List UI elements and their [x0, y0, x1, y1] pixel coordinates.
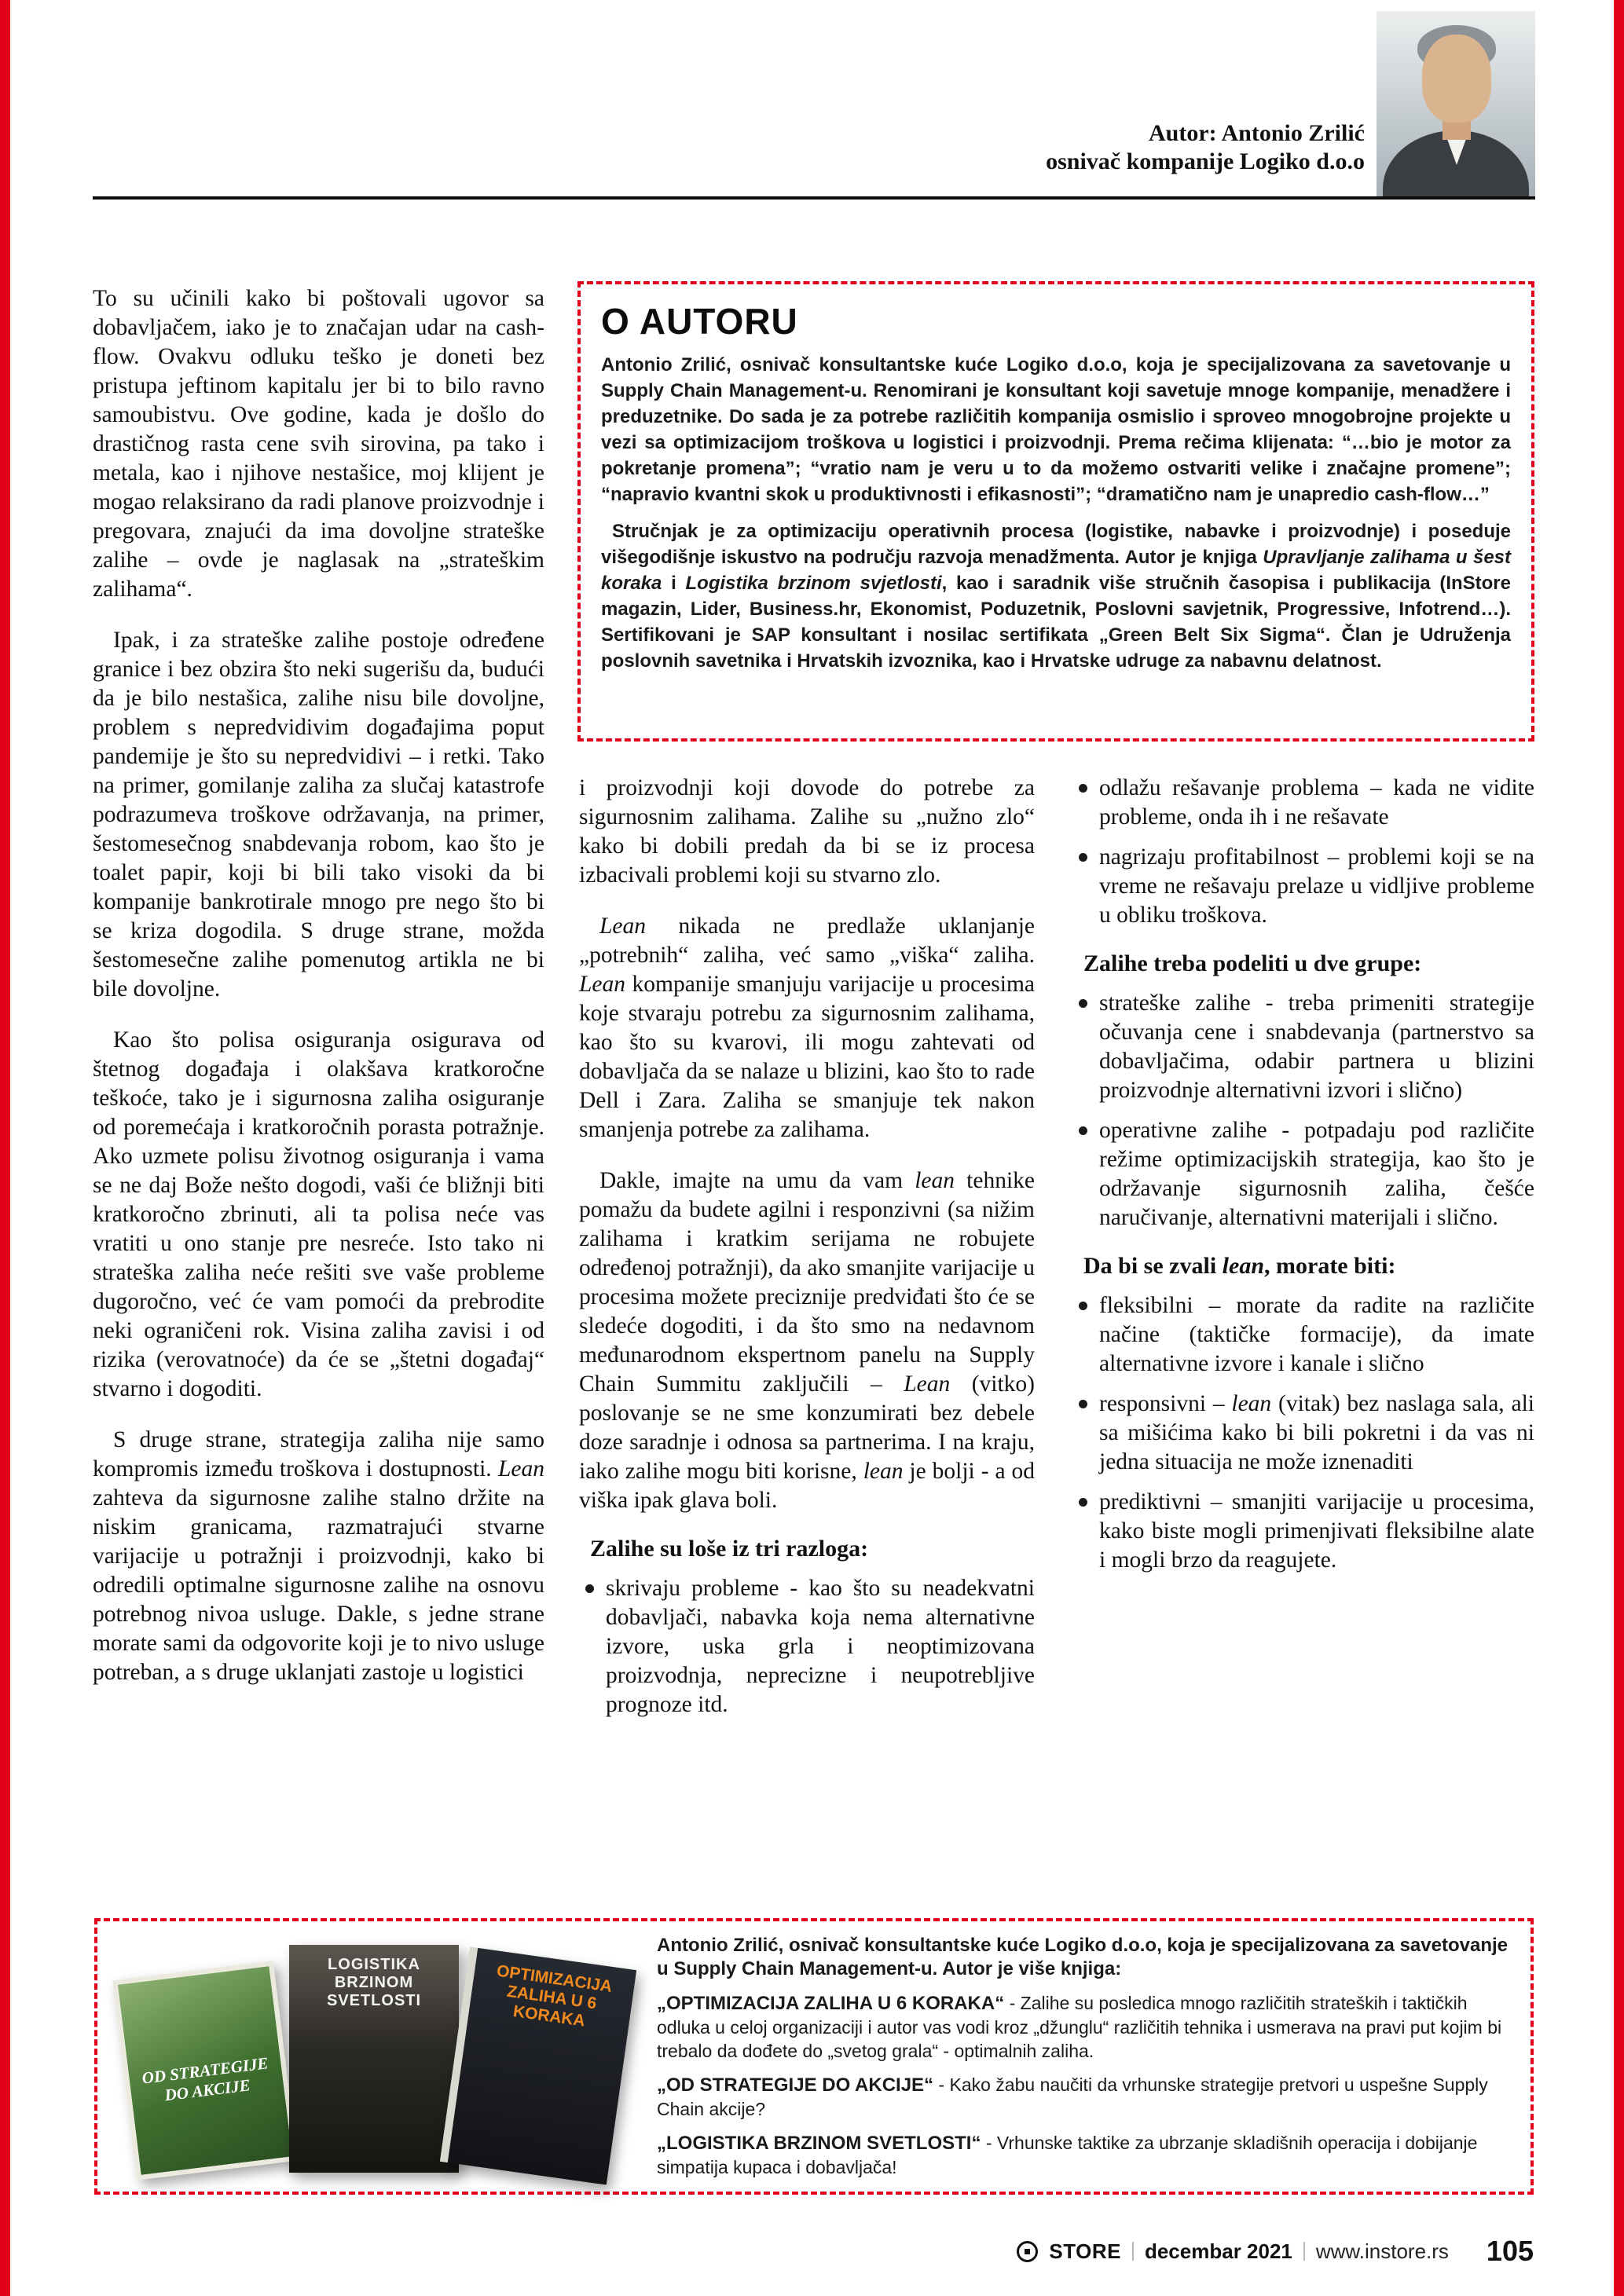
book-cover-title: OD STRATEGIJE DO AKCIJE: [141, 2053, 269, 2105]
article-column-right: [1072, 774, 1534, 1586]
books-intro: Antonio Zrilić, osnivač konsultantske kuće Logiko d.o.o, koja je specijalizovana za savetovanje u Supply Chain Management-u. Autor je više knjiga:: [657, 1935, 1508, 1979]
footer-website-link[interactable]: www.instore.rs: [1315, 2239, 1449, 2263]
paragraph: Lean nikada ne predlaže uklanjanje „potrebnih“ zaliha, već samo „viška“ zaliha. Lean kompanije smanjuju varijacije u procesima koje stvaraju potrebu za sigurnosnim zalihama, kao što su kvarovi, ili mogu zahtevati od dobavljača da se nalaze u blizini, kao što to rade Dell i Zara. Zaliha se smanjuje tek nakon smanjenja potrebe za zalihama.: [579, 914, 1035, 1142]
page-bleed-right: [1614, 0, 1624, 2296]
article-column-middle: [579, 774, 1035, 1730]
section-heading: Zalihe su loše iz tri razloga:: [590, 1536, 869, 1562]
photo-face-shape: [1422, 35, 1491, 123]
footer-date: decembar 2021: [1144, 2239, 1292, 2263]
book-title: „OD STRATEGIJE DO AKCIJE“: [657, 2074, 934, 2096]
book-description: - Zalihe su posledica mnogo različitih strateških i taktičkih odluka u celoj organizaciji i autor vas vodi kroz „džunglu“ različitih tehnika i usmerava na pravi put kojim bi trebalo da dođete do „svetog grala“ - optimalnih zaliha.: [657, 1993, 1502, 2061]
book-cover-title: LOGISTIKA BRZINOM SVETLOSTI: [326, 1956, 422, 2009]
book-title: „OPTIMIZACIJA ZALIHA U 6 KORAKA“: [657, 1993, 1005, 2014]
instore-logo-icon: [1017, 2241, 1038, 2262]
footer-separator: [1303, 2242, 1305, 2261]
bullet-list: [1072, 989, 1534, 1232]
book-description: - Kako žabu naučiti da vrhunske strategije pretvori u uspešne Supply Chain akcije?: [657, 2074, 1488, 2119]
book-item: [657, 2131, 1513, 2179]
bullet-item: nagrizaju profitabilnost – problemi koji se na vreme ne rešavaju prelaze u vidljive probleme u obliku troškova.: [1072, 843, 1534, 930]
bullet-item: odlažu rešavanje problema – kada ne vidite probleme, onda ih i ne rešavate: [1072, 774, 1534, 832]
book-cover-optimizacija: [440, 1946, 636, 2184]
bullet-item: prediktivni – smanjiti varijacije u procesima, kako biste mogli primenjivati fleksibilne alate i mogli brzo da reagujete.: [1072, 1488, 1534, 1575]
footer-separator: [1132, 2242, 1134, 2261]
book-title: „LOGISTIKA BRZINOM SVETLOSTI“: [657, 2133, 981, 2154]
paragraph: Kao što polisa osiguranja osigurava od štetnog događaja i olakšava kratkoročne teškoće, tako je i sigurnosna zaliha osiguranje od poremećaja i kratkoročnih porasta potražnje. Ako uzmete polisu životnog osiguranja i vama se ne daj Bože nešto dogodi, vaši će bližnji biti kratkoročno zbrinuti, ali ta polisa neće vas vratiti u ono stanje pre nesreće. Isto tako ni strateška zaliha neće rešiti sve vaše probleme dugoročno, već će vam pomoći da prebrodite neki ograničeni rok. Visina zaliha zavisi i od rizika (verovatnoće) da će se „štetni događaj“ stvarno i dogoditi.: [93, 1027, 544, 1401]
bullet-item: responsivni – lean (vitak) bez naslaga sala, ali sa mišićima kako bi bili pokretni i da vas ni jedna situacija ne može iznenaditi: [1072, 1390, 1534, 1477]
paragraph: Dakle, imajte na umu da vam lean tehnike pomažu da budete agilni i responzivni (sa nižim zalihama i kratkim serijama ne robujete određenoj potražnji), da ako smanjite varijacije u procesima možete preciznije predviđati što će se sledeće dogoditi, i da što smo na nedavnom međunarodnom ekspertnom panelu na Supply Chain Summitu zaključili – Lean (vitko) poslovanje se ne sme konzumirati bez debele doze saradnje i odnosa sa partnerima. I na kraju, iako zalihe mogu biti korisne, lean je bolji - a od viška ipak glava boli.: [579, 1168, 1035, 1513]
book-cover-title: OPTIMIZACIJA ZALIHA U 6 KORAKA: [495, 1961, 614, 2031]
page-bleed-left: [0, 0, 10, 2296]
about-paragraph: Stručnjak je za optimizaciju operativnih procesa (logistike, nabavke i proizvodnje) i poseduje višegodišnje iskustvo na području razvoja menadžmenta. Autor je knjiga Upravljanje zalihama u šest koraka i Logistika brzinom svjetlosti, kao i saradnik više stručnih časopisa i publikacija (InStore magazin, Lider, Business.hr, Ekonomist, Poduzetnik, Poslovni savjetnik, Progressive, Infotrend…). Sertifikovani je SAP konsultant i nosilac sertifikata „Green Belt Six Sigma“. Član je Udruženja poslovnih savetnika i Hrvatskih izvoznika, kao i Hrvatske udruge za nabavnu delatnost.: [601, 521, 1512, 672]
page-footer: [1017, 2235, 1534, 2268]
author-role-line: osnivač kompanije Logiko d.o.o: [1046, 148, 1365, 174]
bullet-item: fleksibilni – morate da radite na različite načine (taktičke formacije), da imate alternativne izvore i kanale i slično: [1072, 1291, 1534, 1379]
book-covers-image: [118, 1935, 652, 2177]
author-photo: [1377, 11, 1535, 196]
book-cover-od-strategije: [112, 1961, 298, 2180]
bullet-list: [579, 1574, 1035, 1719]
about-author-box: [577, 281, 1534, 742]
bullet-list: [1072, 1291, 1534, 1575]
book-description: - Vrhunske taktike za ubrzanje skladišnih operacija i dobijanje simpatija kupaca i dobavljača!: [657, 2133, 1478, 2177]
about-box-title: O AUTORU: [601, 301, 798, 342]
paragraph: To su učinili kako bi poštovali ugovor sa dobavljačem, iako je to značajan udar na cash-flow. Ovakvu odluku teško je doneti bez pristupa jeftinom kapitalu jer bi to bilo ravno samoubistvu. Ove godine, kada je došlo do drastičnog rasta cene svih sirovina, pa tako i metala, kao i njihove nestašice, moj klijent je mogao relaksirano da radi planove proizvodnje i pregovara, znajući da ima dovoljne strateške zalihe – ovde je naglasak na „strateškim zalihama“.: [93, 286, 544, 602]
paragraph: S druge strane, strategija zaliha nije samo kompromis između troškova i dostupnosti. Lean zahteva da sigurnosne zalihe stalno držite na niskim granicama, razmatrajući stvarne varijacije u potražnji i proizvodnji, kako bi odredili optimalne sigurnosne zalihe na osnovu potrebnog nivoa usluge. Dakle, s jedne strane morate sami da odgovorite koji je to nivo usluge potreban, a s druge uklanjati zastoje u logistici: [93, 1427, 544, 1685]
author-name-line: Autor: Antonio Zrilić: [1149, 120, 1365, 146]
books-promo-box: [94, 1918, 1534, 2195]
bullet-list: [1072, 774, 1534, 930]
article-column-left: [93, 284, 544, 1687]
about-paragraph: Antonio Zrilić, osnivač konsultantske kuće Logiko d.o.o, koja je specijalizovana za savetovanje u Supply Chain Management-u. Renomirani je konsultant koji savetuje mnoge kompanije, menadžere i preduzetnike. Do sada je za potrebe različitih kompanija osmislio i sproveo mnogobrojne projekte u vezi sa optimizacijom troškova u logistici i proizvodnji. Prema rečima klijenata: “…bio je motor za pokretanje promena”; “vratio nam je veru u to da možemo ostvariti velike i značajne promene”; “napravio kvantni skok u produktivnosti i efikasnosti”; “dramatično nam je unapredio cash-flow…”: [601, 354, 1511, 505]
bullet-item: operativne zalihe - potpadaju pod različite režime optimizacijskih strategija, kao što je održavanje sigurnosnih zaliha, češće naručivanje, alternativni materijali i slično.: [1072, 1116, 1534, 1232]
header-divider-rule: [93, 196, 1535, 200]
footer-brand: STORE: [1049, 2239, 1121, 2263]
book-cover-logistika: [289, 1945, 459, 2173]
section-heading: Zalihe treba podeliti u dve grupe:: [1083, 950, 1422, 976]
bullet-item: skrivaju probleme - kao što su neadekvatni dobavljači, nabavka koja nema alternativne izvore, uska grla i neoptimizovana proizvodnja, neprecizne i neupotrebljive prognoze itd.: [579, 1574, 1035, 1719]
books-descriptions: [657, 1934, 1513, 2179]
paragraph: i proizvodnji koji dovode do potrebe za sigurnosnim zalihama. Zalihe su „nužno zlo“ kako bi dobili predah da bi se iz procesa izbacivali problemi koji su stvarno zlo.: [579, 775, 1035, 888]
book-item: [657, 1991, 1513, 2063]
page-number: 105: [1486, 2235, 1534, 2267]
paragraph: Ipak, i za strateške zalihe postoje određene granice i bez obzira što neki sugerišu da, budući da je bilo nestašica, zalihe nisu bile dovoljne, problem s nepredvidivim događajima poput pandemije je što su nepredvidivi – i retki. Tako na primer, gomilanje zaliha za slučaj katastrofe podrazumeva troškove održavanja, na primer, šestomesečnog snabdevanja robom, kao što je toalet papir, koji bi bili tako visoki da bi kompanije bankrotirale mnogo pre nego što bi se kriza dogodila. S druge strane, možda šestomesečne zalihe pomenutog artikla ne bi bile dovoljne.: [93, 628, 544, 1002]
header-author-credit: [1046, 119, 1365, 176]
bullet-item: strateške zalihe - treba primeniti strategije očuvanja cene i snabdevanja (partnerstvo sa dobavljačima, odabir partnera u blizini proizvodnje alternativni izvori i slično): [1072, 989, 1534, 1105]
book-item: [657, 2073, 1513, 2121]
section-heading: Da bi se zvali lean, morate biti:: [1083, 1253, 1396, 1279]
